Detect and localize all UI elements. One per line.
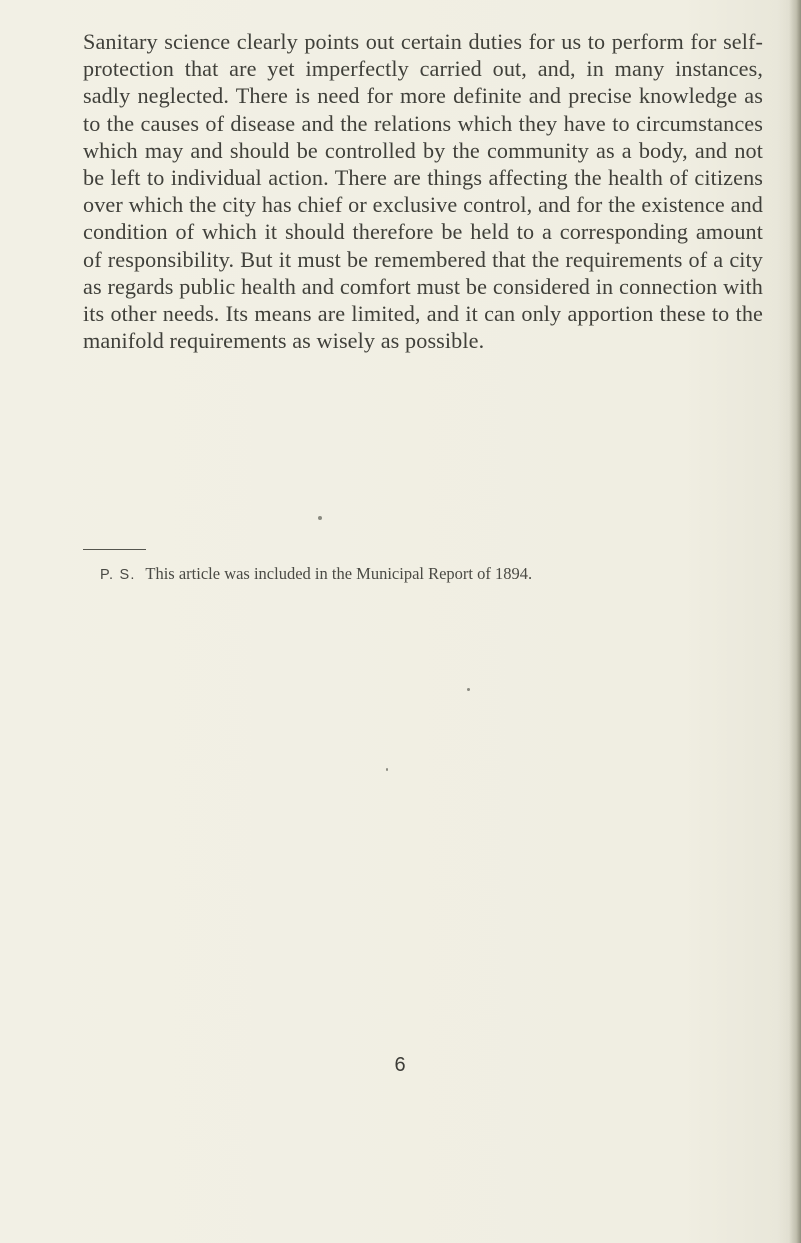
footnote-label: P. S. — [100, 567, 136, 583]
paper-speck — [318, 516, 322, 520]
paper-speck — [386, 768, 388, 771]
page-edge-shadow — [789, 0, 801, 1243]
footnote-text: This article was included in the Municipal Report of 1894. — [145, 564, 533, 583]
paper-speck — [467, 688, 470, 691]
footnote — [100, 563, 532, 586]
body-paragraph: Sanitary science clearly points out certain duties for us to perform for self-protection that are yet imperfectly carried out, and, in many instances, sadly neglected. There is need for more definite and precise knowledge as to the causes of disease and the relations which they have to circumstances which may and should be controlled by the community as a body, and not be left to individual action. There are things affecting the health of citizens over which the city has chief or exclusive control, and for the existence and condition of which it should therefore be held to a corresponding amount of responsibility. But it must be remembered that the requirements of a city as regards public health and comfort must be considered in connection with its other needs. Its means are limited, and it can only apportion these to the manifold requirements as wisely as possible. — [83, 29, 763, 354]
footnote-divider — [83, 549, 146, 550]
page-number: 6 — [394, 1054, 406, 1076]
